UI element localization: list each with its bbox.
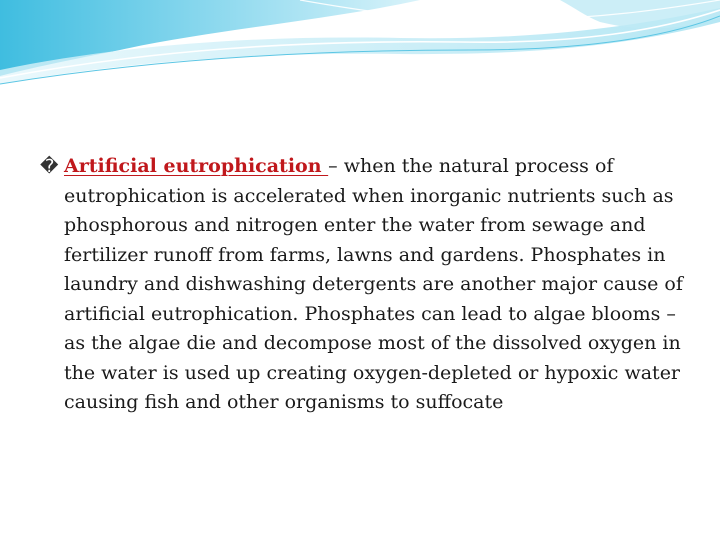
bullet-paragraph	[40, 152, 700, 418]
missing-glyph-icon: �	[40, 156, 59, 177]
header-wave-decoration	[0, 0, 720, 90]
slide-content	[40, 152, 700, 418]
definition-text: – when the natural process of eutrophication is accelerated when inorganic nutrients such as phosphorous and nitrogen enter the water from sewage and fertilizer runoff from farms, lawns and gardens. Phosphates in laundry and dishwashing detergents are another major cause of artificial eutrophication. Phosphates can lead to algae blooms – as the algae die and decompose most of the dissolved oxygen in the water is used up creating oxygen-depleted or hypoxic water causing fish and other organisms to suffocate	[64, 155, 683, 413]
key-term: Artificial eutrophication	[64, 155, 329, 177]
